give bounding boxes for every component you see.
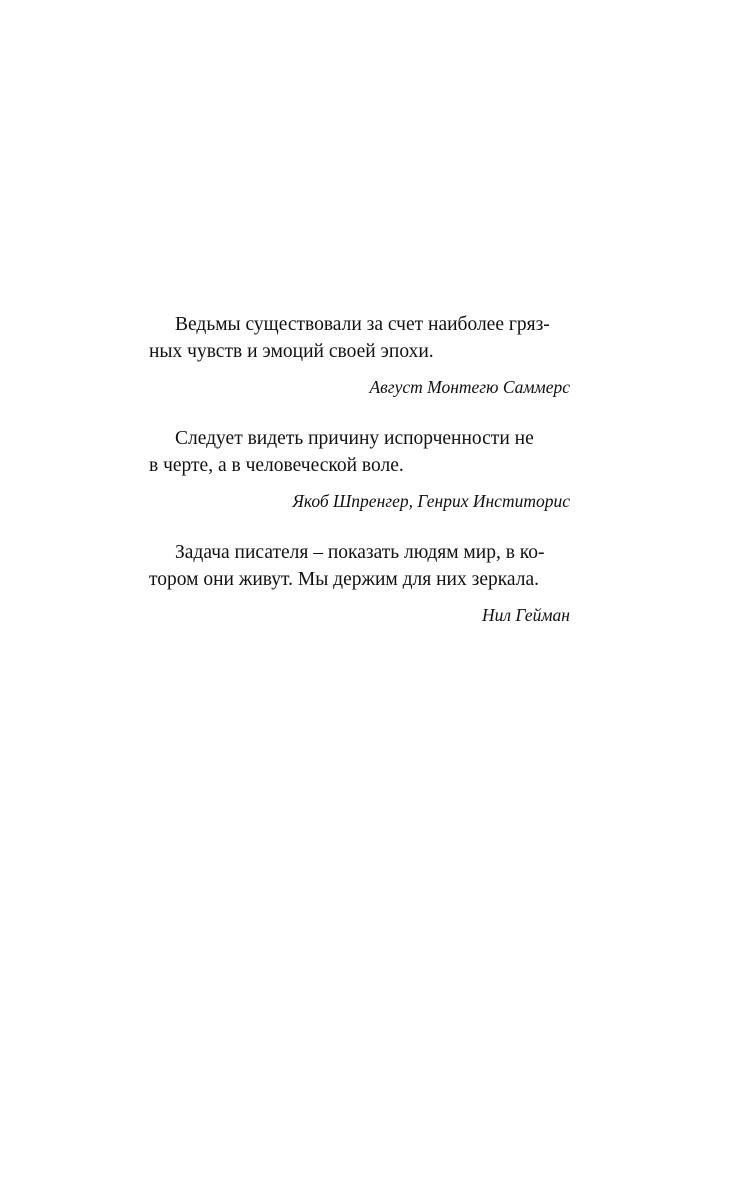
- epigraph-quote-line: Следует видеть причину испорченности не: [175, 428, 534, 449]
- epigraph-quote-line: в черте, а в человеческой воле.: [149, 455, 404, 476]
- epigraph-quote-line: Ведьмы существовали за счет наиболее гряз-: [175, 314, 550, 335]
- epigraph-author: Нил Гейман: [482, 605, 570, 625]
- epigraph-author: Август Монтегю Саммерс: [369, 377, 570, 397]
- epigraph: [149, 539, 570, 627]
- epigraph: [149, 311, 570, 399]
- epigraph-quote-line: тором они живут. Мы держим для них зеркала.: [149, 569, 539, 590]
- epigraphs-block: [149, 311, 570, 653]
- epigraph-quote-line: ных чувств и эмоций своей эпохи.: [149, 341, 434, 362]
- epigraph-quote-line: Задача писателя – показать людям мир, в ко-: [175, 542, 545, 563]
- epigraph: [149, 425, 570, 513]
- epigraph-author: Якоб Шпренгер, Генрих Инститорис: [292, 491, 570, 511]
